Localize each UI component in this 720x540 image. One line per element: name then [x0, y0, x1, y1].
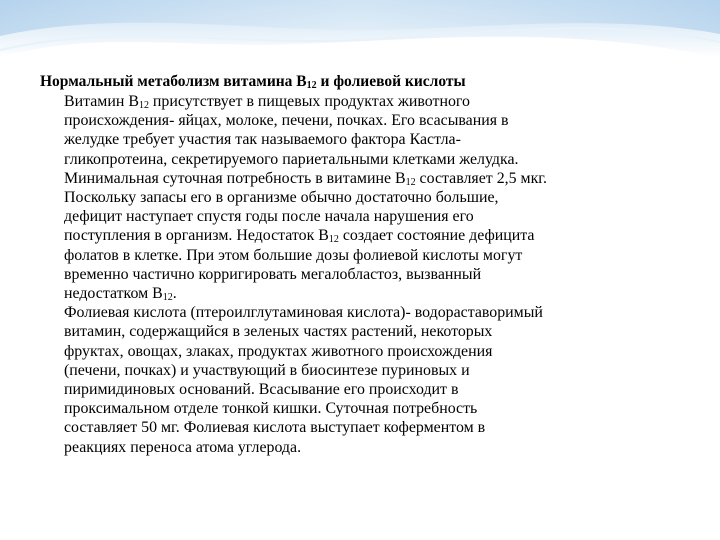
text-segment: Минимальная суточная потребность в витамине В	[64, 169, 406, 187]
text-line: фруктах, овощах, злаках, продуктах животного происхождения	[64, 342, 493, 360]
paragraph-folic-acid	[64, 303, 692, 457]
text-line	[64, 92, 692, 111]
text-line	[64, 226, 692, 245]
heading	[40, 72, 692, 91]
text-segment: фолатов в клетке. При этом большие дозы фолиевой кислоты могут	[64, 246, 523, 264]
text-line	[64, 265, 692, 284]
text-segment: создает состояние дефицита	[338, 227, 535, 245]
text-line	[64, 207, 692, 226]
paragraph-b12	[64, 92, 692, 303]
text-line	[64, 150, 692, 169]
text-line	[64, 284, 692, 303]
text-segment: гликопротеина, секретируемого париетальными клетками желудка.	[64, 150, 519, 168]
text-segment: составляет 2,5 мкг.	[415, 169, 548, 187]
text-segment: Витамин В	[64, 93, 139, 110]
text-line: реакциях переноса атома углерода.	[64, 438, 302, 456]
text-segment: недостатком В	[64, 285, 163, 303]
text-segment: происхождения- яйцах, молоке, печени, почках. Его всасывания в	[64, 112, 509, 130]
subscript: 12	[328, 234, 339, 246]
text-segment: поступления в организм. Недостаток В	[64, 227, 329, 245]
text-content	[40, 72, 692, 457]
subscript: 12	[138, 100, 149, 111]
text-line	[64, 111, 692, 130]
text-line: проксимальном отделе тонкой кишки. Суточная потребность	[64, 400, 478, 418]
text-segment: Поскольку запасы его в организме обычно достаточно большие,	[64, 189, 499, 207]
text-line: витамин, содержащийся в зеленых частях растений, некоторых	[64, 323, 493, 341]
text-segment: желудке требует участия так называемого фактора Кастла-	[64, 131, 461, 149]
text-line	[64, 130, 692, 149]
text-line	[64, 188, 692, 207]
top-wave-decoration	[0, 0, 720, 80]
text-line	[64, 169, 692, 188]
heading-rest: и фолиевой кислоты	[316, 73, 466, 90]
text-line	[64, 246, 692, 265]
text-segment: временно частично корригировать мегалобластоз, вызванный	[64, 265, 482, 283]
text-segment: дефицит наступает спустя годы после начала нарушения его	[64, 208, 474, 226]
text-line: составляет 50 мг. Фолиевая кислота выступает коферментом в	[64, 419, 486, 437]
text-segment: .	[172, 285, 177, 303]
text-line: Фолиевая кислота (птероилглутаминовая кислота)- водораставоримый	[64, 304, 543, 322]
subscript: 12	[162, 292, 173, 304]
text-line: (печени, почках) и участвующий в биосинтезе пуриновых и	[64, 361, 470, 379]
heading-text: Нормальный метаболизм витамина В	[40, 73, 307, 90]
text-segment: присутствует в пищевых продуктах животного	[148, 93, 470, 110]
heading-subscript: 12	[306, 80, 317, 91]
text-line: пиримидиновых оснований. Всасывание его происходит в	[64, 381, 459, 399]
subscript: 12	[405, 176, 416, 188]
